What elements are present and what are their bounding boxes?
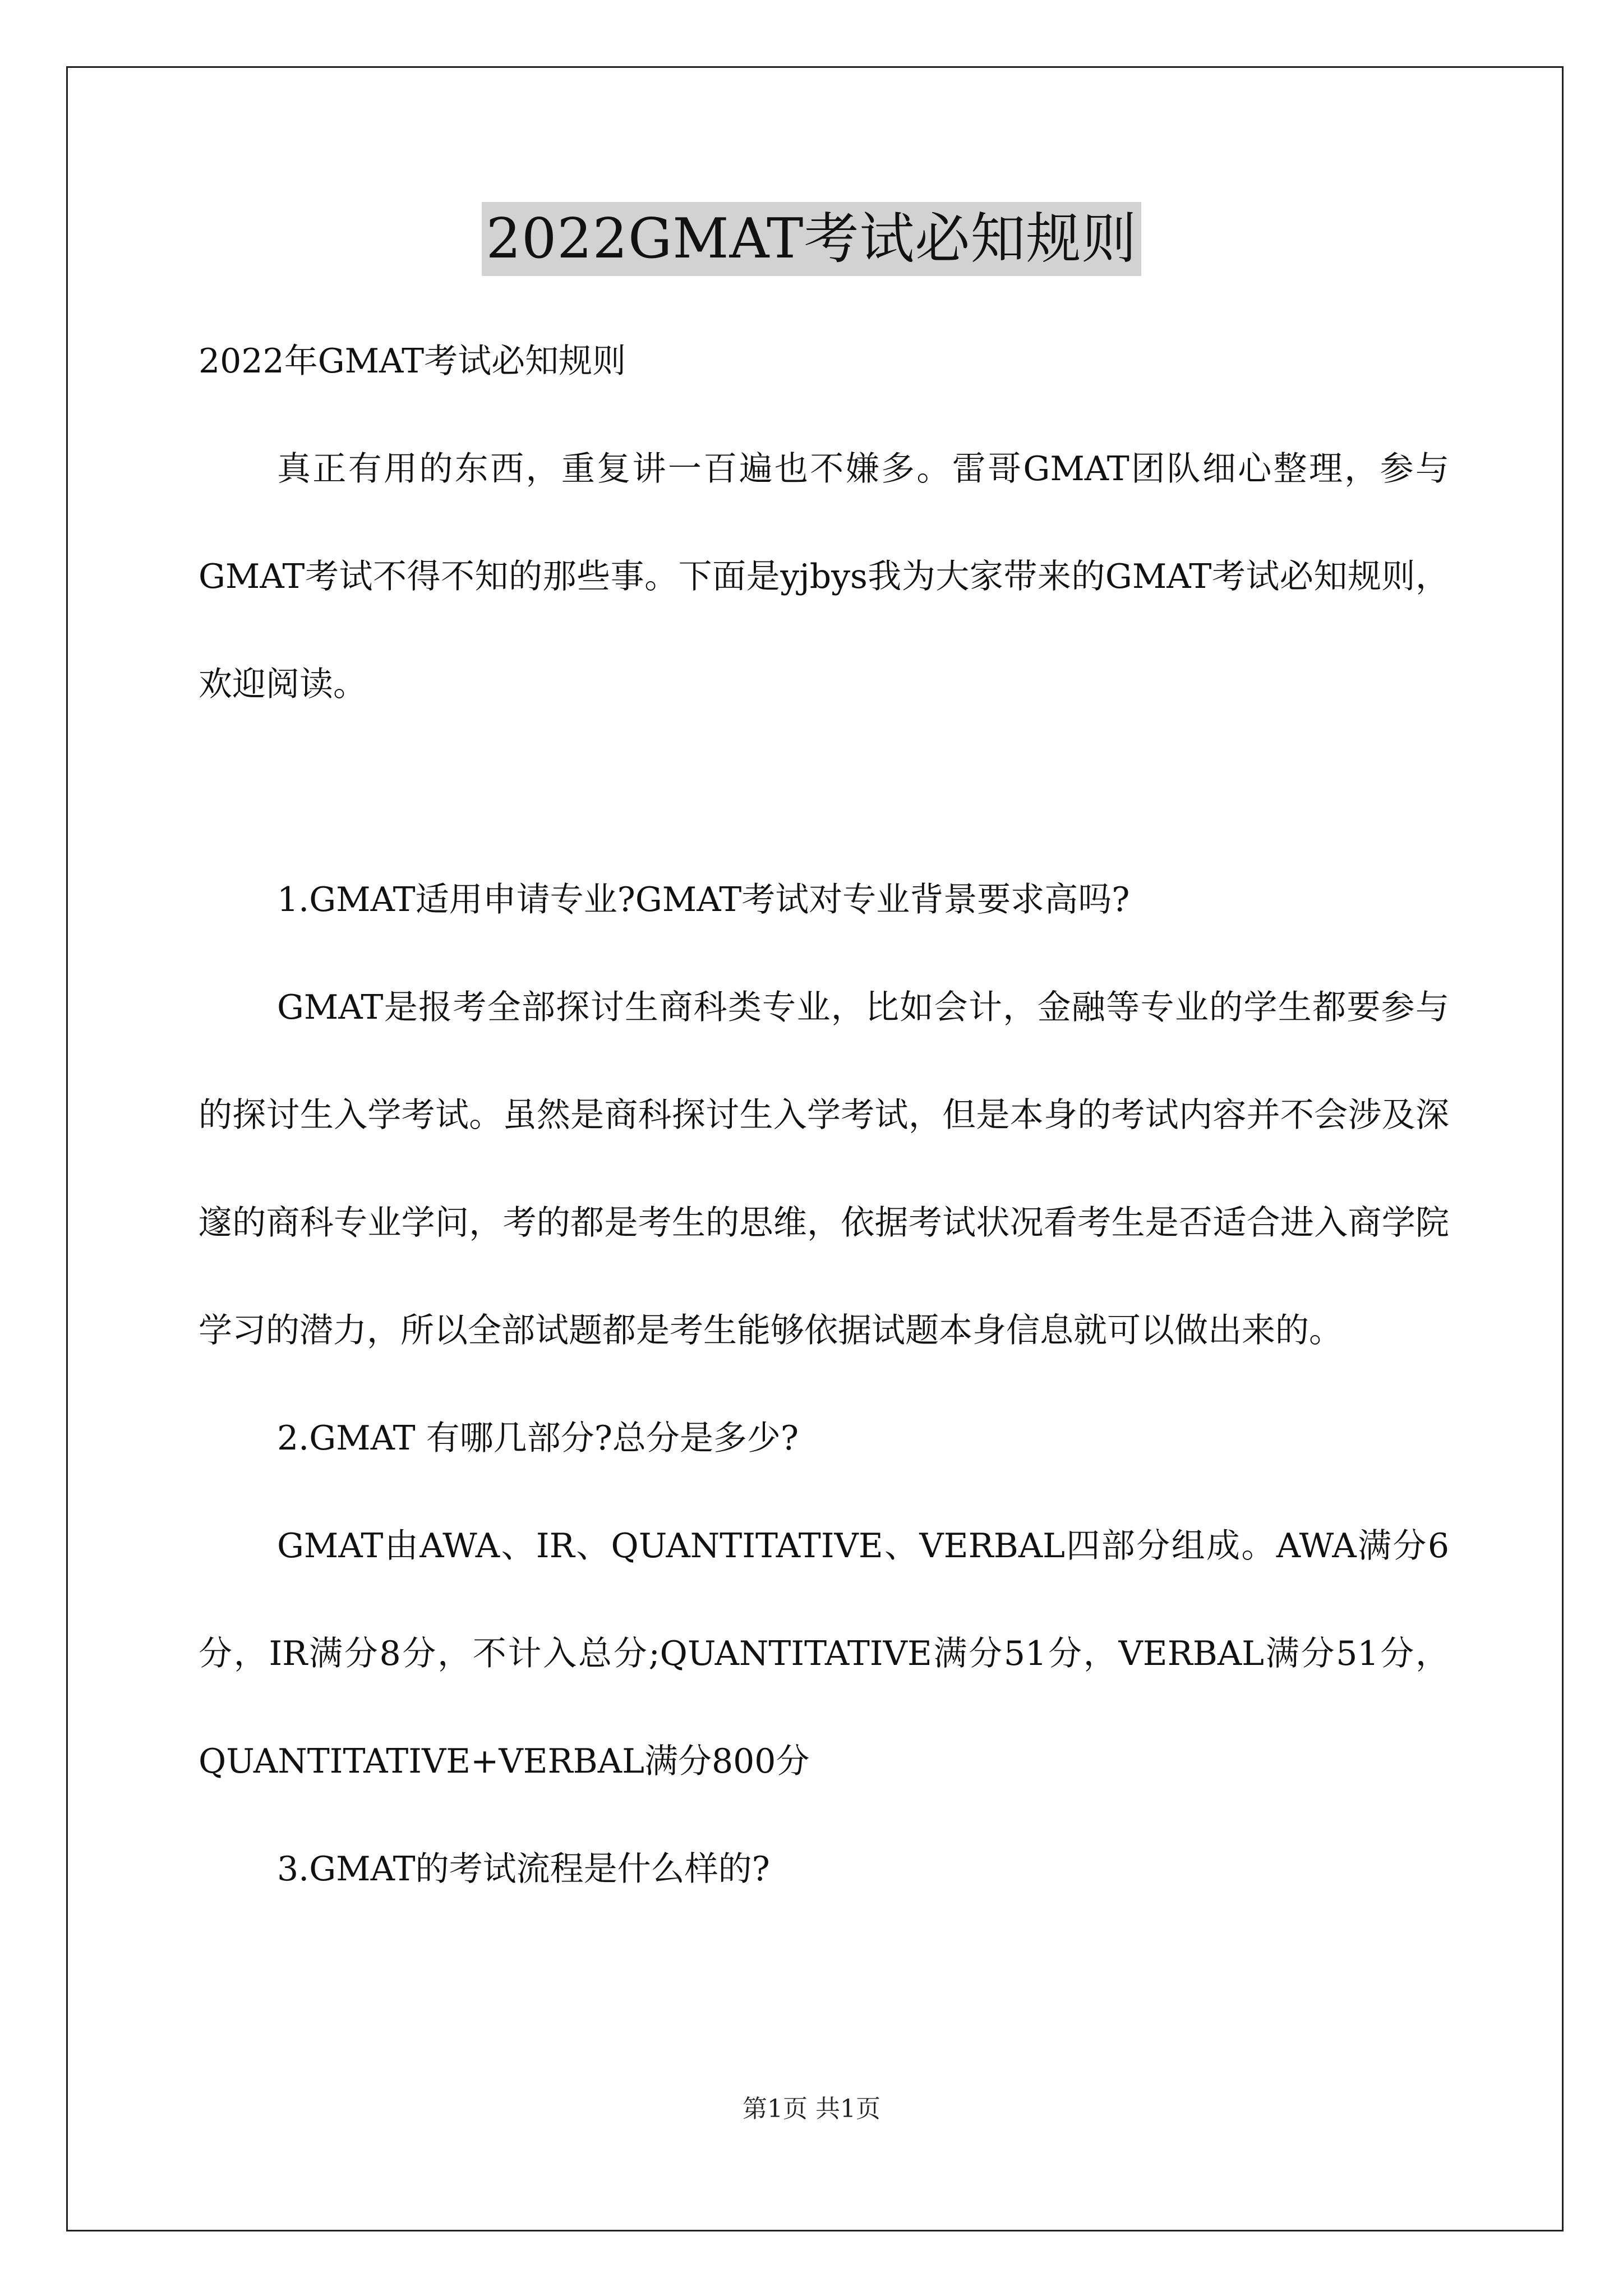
question-2-heading: 2.GMAT 有哪几部分?总分是多少?: [277, 1419, 799, 1458]
question-3-heading: 3.GMAT的考试流程是什么样的?: [277, 1849, 770, 1889]
question-1-heading: 1.GMAT适用申请专业?GMAT考试对专业背景要求高吗?: [277, 880, 1130, 919]
answer-2-paragraph: GMAT由AWA、IR、QUANTITATIVE、VERBAL四部分组成。AWA满分6分，IR满分8分，不计入总分;QUANTITATIVE满分51分，VERBAL满分51分，QUANTITATIVE+VERBAL满分800分: [199, 1526, 1449, 1781]
document-title: 2022GMAT考试必知规则: [482, 202, 1142, 276]
answer-1-paragraph: GMAT是报考全部探讨生商科类专业，比如会计，金融等专业的学生都要参与的探讨生入学考试。虽然是商科探讨生入学考试，但是本身的考试内容并不会涉及深邃的商科专业学问，考的都是考生的思维，依据考试状况看考生是否适合进入商学院学习的潜力，所以全部试题都是考生能够依据试题本身信息就可以做出来的。: [199, 988, 1449, 1350]
page-footer: 第1页 共1页: [743, 2095, 880, 2123]
title-container: [0, 202, 1623, 276]
subtitle-paragraph: 2022年GMAT考试必知规则: [199, 342, 626, 381]
intro-paragraph: 真正有用的东西，重复讲一百遍也不嫌多。雷哥GMAT团队细心整理，参与GMAT考试不得不知的那些事。下面是yjbys我为大家带来的GMAT考试必知规则，欢迎阅读。: [199, 449, 1449, 704]
paragraph-gap: [199, 738, 1449, 846]
document-body: [199, 307, 1449, 1923]
